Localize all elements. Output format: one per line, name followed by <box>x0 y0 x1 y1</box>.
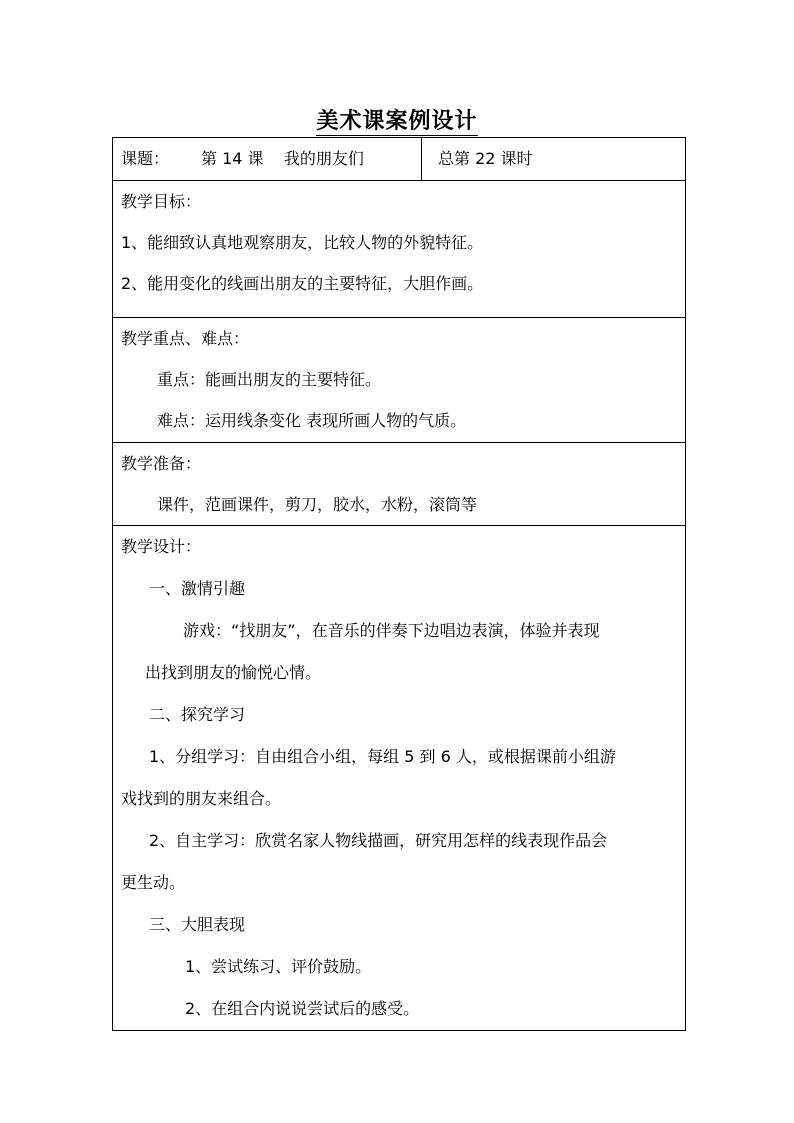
section-3-heading: 三、大胆表现 <box>149 915 246 934</box>
preparation-heading: 教学准备： <box>121 454 202 473</box>
goals-heading: 教学目标： <box>121 192 202 211</box>
preparation-row <box>113 443 686 526</box>
section-1-text-line2: 出找到朋友的愉悦心情。 <box>145 663 322 682</box>
focus-point: 重点：能画出朋友的主要特征。 <box>157 370 382 389</box>
goal-item-1: 1、能细致认真地观察朋友，比较人物的外貌特征。 <box>121 233 484 252</box>
section-2-item-2-line2: 更生动。 <box>121 873 186 892</box>
section-3-sub-2: 2、在组合内说说尝试后的感受。 <box>185 999 420 1018</box>
document-title: 美术课案例设计 <box>316 108 478 134</box>
preparation-content: 课件，范画课件，剪刀，胶水，水粉，滚筒等 <box>157 495 478 514</box>
section-2-heading: 二、探究学习 <box>149 705 246 724</box>
section-1-text-line1: 游戏：“找朋友”，在音乐的伴奏下边唱边表演，体验并表现 <box>183 621 600 640</box>
section-3-sub-1: 1、尝试练习、评价鼓励。 <box>185 957 372 976</box>
goal-item-2: 2、能用变化的线画出朋友的主要特征，大胆作画。 <box>121 274 484 293</box>
preparation-cell <box>113 443 686 526</box>
lesson-number: 第 14 课 <box>201 149 264 168</box>
key-points-cell <box>113 318 686 443</box>
section-2-item-2-line1: 2、自主学习：欣赏名家人物线描画，研究用怎样的线表现作品会 <box>149 831 608 850</box>
design-heading: 教学设计： <box>121 537 202 556</box>
section-2-item-1-line2: 戏找到的朋友来组合。 <box>121 789 282 808</box>
difficulty-point: 难点：运用线条变化 表现所画人物的气质。 <box>157 411 467 430</box>
section-2-item-1-line1: 1、分组学习：自由组合小组，每组 5 到 6 人，或根据课前小组游 <box>149 747 616 766</box>
header-row <box>113 138 686 181</box>
design-cell <box>113 526 686 1031</box>
topic-name: 我的朋友们 <box>283 149 364 168</box>
key-points-row <box>113 318 686 443</box>
section-1-heading: 一、激情引趣 <box>149 579 246 598</box>
topic-label: 课题： <box>121 149 170 168</box>
lesson-plan-table <box>112 137 686 1031</box>
total-lessons: 总第 22 课时 <box>438 149 533 168</box>
goals-cell <box>113 181 686 318</box>
design-row <box>113 526 686 1031</box>
goals-row <box>113 181 686 318</box>
topic-cell <box>113 138 422 181</box>
key-points-heading: 教学重点、难点： <box>121 329 250 348</box>
total-cell <box>422 138 686 181</box>
